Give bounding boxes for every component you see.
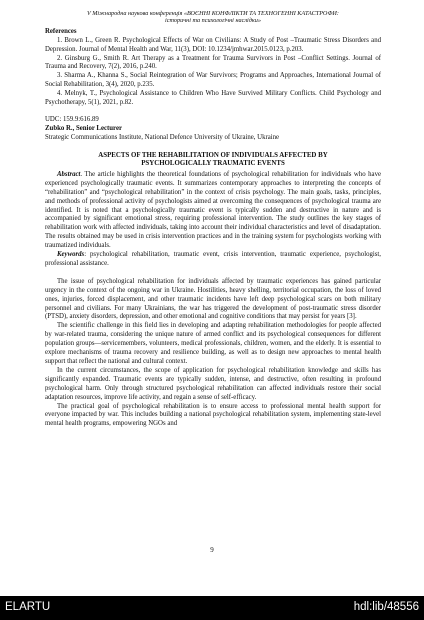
- keywords: [45, 251, 381, 269]
- author-affiliation: Strategic Communications Institute, National Defence University of Ukraine, Ukraine: [45, 133, 280, 141]
- running-header-line2: історичні та психологічні наслідки»: [165, 17, 261, 25]
- author-name: Zubko R., Senior Lecturer: [45, 124, 122, 132]
- references-heading: References: [45, 27, 77, 35]
- article-title-line2: PSYCHOLOGICALLY TRAUMATIC EVENTS: [141, 160, 285, 168]
- page-content: [45, 10, 381, 429]
- repository-name: ELARTU: [5, 601, 51, 613]
- reference-item: 4. Melnyk, T., Psychological Assistance to Children Who Have Survived Military Conflicts. Child Psychology and Psychotherapy, 5(1), 2021, p.82.: [45, 90, 381, 107]
- reference-item: 1. Brown L., Green R. Psychological Effects of War on Civilians: A Study of Post –Traumatic Stress Disorders and Depression. Journal of Mental Health and War, 11(3), DOI: 10.1234/jmhwar.2015.0123, p.203.: [45, 36, 381, 53]
- udc-code: UDC: 159.9:616.89: [45, 115, 99, 123]
- body-paragraph: The issue of psychological rehabilitation for individuals affected by traumatic experiences has gained particular urgency in the context of the ongoing war in Ukraine. Hostilities, heavy shelling, territorial occupation, the loss of loved ones, injuries, forced displacement, and other traumatic incidents have left deep psychological scars on both military personnel and civilians. For many Ukrainians, the war has triggered the development of post-traumatic stress disorder (PTSD), anxiety disorders, depression, and other emotional and cognitive conditions that may persist for years [3].: [45, 277, 381, 321]
- reference-item: 2. Ginsburg G., Smith R. Art Therapy as a Treatment for Trauma Survivors in Post –Conflict Settings. Journal of Trauma and Recovery, 7(2), 2016, p.240.: [45, 54, 381, 71]
- article-title: [45, 152, 381, 169]
- reference-item: 3. Sharma A., Khanna S., Social Reintegration of War Survivors; Programs and Approaches, International Journal of Social Rehabilitation, 3(4), 2020, p.235.: [45, 72, 381, 89]
- page-number: 9: [210, 546, 214, 554]
- keywords-text: : psychological rehabilitation, traumatic event, crisis intervention, traumatic experience, psychologist, professional assistance.: [45, 251, 381, 267]
- section-spacer: [45, 269, 381, 278]
- repository-footer-bar: [0, 596, 424, 620]
- keywords-label: Keywords: [57, 251, 85, 259]
- handle-identifier: hdl:lib/48556: [353, 601, 419, 613]
- body-paragraph: In the current circumstances, the scope of application for psychological rehabilitation knowledge and skills has significantly expanded. Traumatic events are typically sudden, intense, and destructive, often resulting in profound psychological harm. Only through structured psychological rehabilitation can affected individuals restore their social adaptation resources, improve life activity, and regain a sense of self-efficacy.: [45, 366, 381, 401]
- abstract: [45, 171, 381, 251]
- running-header: [45, 10, 381, 25]
- abstract-label: Abstract: [57, 170, 81, 178]
- article-title-line1: ASPECTS OF THE REHABILITATION OF INDIVIDUALS AFFECTED BY: [98, 151, 328, 159]
- references-section: [45, 28, 381, 108]
- running-header-line1: V Міжнародна наукова конференція «ВОЄННІ КОНФЛІКТИ ТА ТЕХНОГЕННІ КАТАСТРОФИ:: [87, 10, 339, 17]
- abstract-text: . The article highlights the theoretical foundations of psychological rehabilitation for individuals who have experienced psychologically traumatic events. It summarizes contemporary approaches to interpreting the concepts of “rehabilitation” and “psychological rehabilitation” in the context of crisis psychology. The main goals, tasks, principles, and methods of professional activity of psychologists aimed at overcoming the consequences of psychological trauma are identified. It is noted that a psychologically traumatic event is typically sudden and destructive in nature and is accompanied by significant emotional stress, requiring professional intervention. The study outlines the key stages of rehabilitation work with affected individuals, taking into account their individual characteristics and level of disadaptation. The results obtained may be used in crisis intervention practices and in the training system for psychologists working with traumatized individuals.: [45, 170, 381, 250]
- body-paragraph: The practical goal of psychological rehabilitation is to ensure access to professional mental health support for everyone impacted by war. This includes building a national psychological rehabilitation system, implementing state-level mental health programs, empowering NGOs and: [45, 402, 381, 428]
- body-paragraph: The scientific challenge in this field lies in developing and adapting rehabilitation methodologies for people affected by war-related trauma, considering the unique nature of armed conflict and its psychological consequences for different population groups—servicemembers, volunteers, medical professionals, children, women, and the elderly. It is essential to explore mechanisms of trauma recovery and resilience building, as well as to design new approaches to mental health support that reflect the national and cultural context.: [45, 322, 381, 365]
